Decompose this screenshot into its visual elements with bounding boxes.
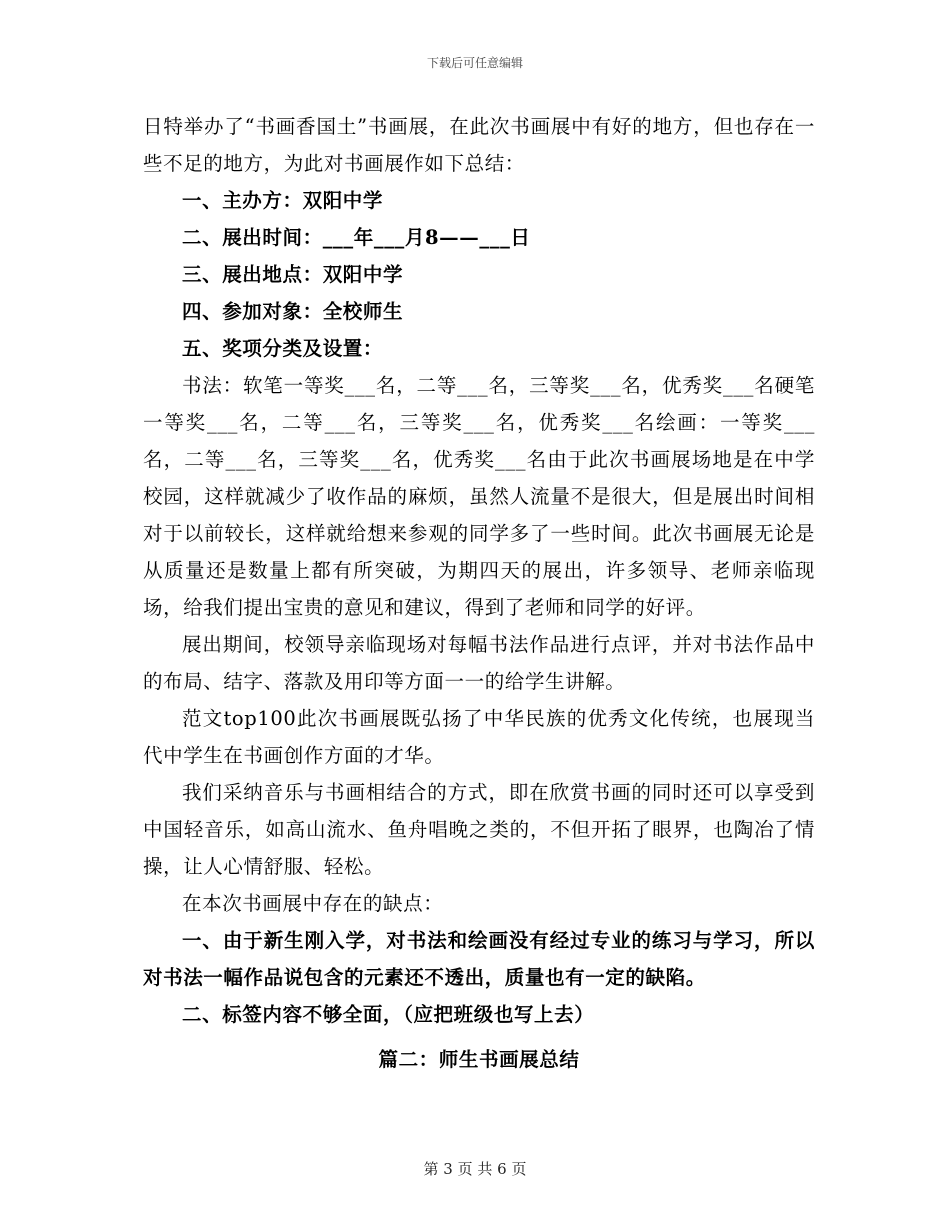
- item-participants: 四、参加对象：全校师生: [182, 300, 404, 323]
- section-title: 篇二：师生书画展总结: [378, 1048, 580, 1071]
- item-exhibition-location: 三、展出地点：双阳中学: [182, 263, 404, 286]
- item-organizer: 一、主办方：双阳中学: [182, 189, 384, 212]
- item-exhibition-time: 二、展出时间：___年___月8——___日: [182, 226, 531, 249]
- paragraph-shortcomings-intro: 在本次书画展中存在的缺点：: [182, 892, 444, 915]
- paragraph-culture: 范文top100此次书画展既弘扬了中华民族的优秀文化传统，也展现当代中学生在书画创作方面的才华。: [143, 707, 815, 767]
- shortcoming-one: 一、由于新生刚入学，对书法和绘画没有经过专业的练习与学习，所以对书法一幅作品说包含的元素还不透出，质量也有一定的缺陷。: [143, 929, 815, 989]
- item-award-categories: 五、奖项分类及设置：: [182, 337, 384, 360]
- paragraph-exhibition-period: 展出期间，校领导亲临现场对每幅书法作品进行点评，并对书法作品中的布局、结字、落款及用印等方面一一的给学生讲解。: [143, 633, 815, 693]
- shortcoming-two: 二、标签内容不够全面，（应把班级也写上去）: [182, 1003, 595, 1026]
- document-body: [143, 108, 815, 1078]
- paragraph-music: 我们采纳音乐与书画相结合的方式，即在欣赏书画的同时还可以享受到中国轻音乐，如高山流水、鱼舟唱晚之类的，不但开拓了眼界，也陶冶了情操，让人心情舒服、轻松。: [143, 781, 815, 878]
- page-footer: 第 3 页 共 6 页: [423, 1160, 527, 1178]
- paragraph-awards-detail: 书法：软笔一等奖___名，二等___名，三等奖___名，优秀奖___名硬笔一等奖___名，二等___名，三等奖___名，优秀奖___名绘画：一等奖___名，二等___名，三等奖___名，优秀奖___名由于此次书画展场地是在中学校园，这样就减少了收作品的麻烦，虽然人流量不是很大，但是展出时间相对于以前较长，这样就给想来参观的同学多了一些时间。此次书画展无论是从质量还是数量上都有所突破，为期四天的展出，许多领导、老师亲临现场，给我们提出宝贵的意见和建议，得到了老师和同学的好评。: [143, 374, 815, 619]
- paragraph-intro: 日特举办了“书画香国土”书画展，在此次书画展中有好的地方，但也存在一些不足的地方，为此对书画展作如下总结：: [143, 115, 815, 175]
- page-header: 下载后可任意编辑: [426, 56, 523, 70]
